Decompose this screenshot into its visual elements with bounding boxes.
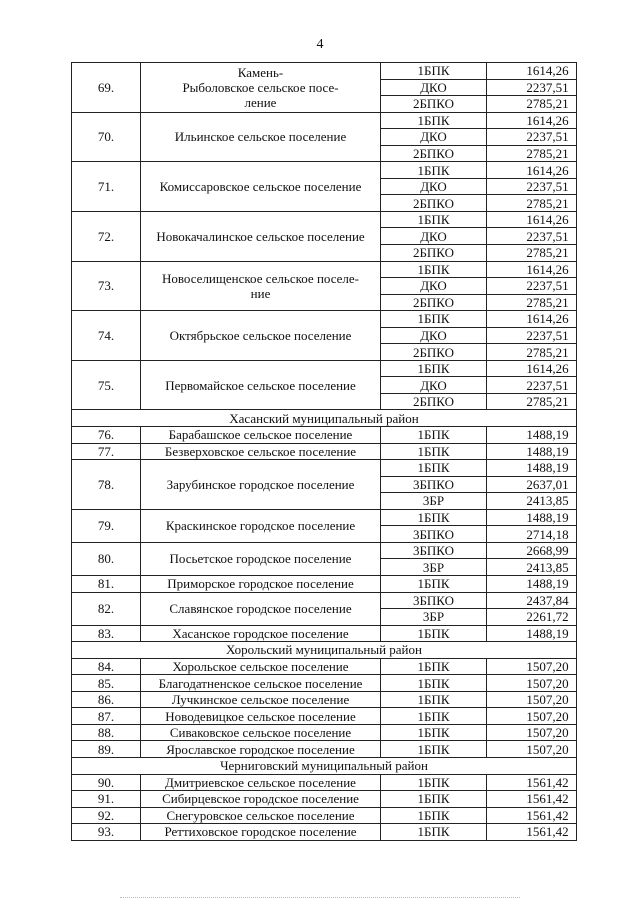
facility-code: 1БПК	[381, 427, 487, 444]
table-row	[72, 708, 577, 725]
table-row	[72, 625, 577, 642]
tariff-value: 1507,20	[487, 724, 577, 741]
row-number: 71.	[72, 162, 141, 212]
tariff-value: 2237,51	[487, 79, 577, 96]
facility-code: 2БПКО	[381, 344, 487, 361]
settlement-name: Октябрьское сельское поселение	[141, 311, 381, 361]
facility-code: 1БПК	[381, 261, 487, 278]
tariff-value: 1614,26	[487, 63, 577, 80]
settlement-name: Безверховское сельское поселение	[141, 443, 381, 460]
district-title: Черниговский муниципальный район	[72, 757, 577, 774]
facility-code: 1БПК	[381, 708, 487, 725]
row-number: 79.	[72, 509, 141, 542]
settlement-name: Хорольское сельское поселение	[141, 658, 381, 675]
facility-code: 2БПКО	[381, 393, 487, 410]
facility-code: 1БПК	[381, 575, 487, 592]
tariff-value: 2785,21	[487, 96, 577, 113]
facility-code: 1БПК	[381, 675, 487, 692]
tariff-value: 1614,26	[487, 162, 577, 179]
tariff-value: 1488,19	[487, 625, 577, 642]
table-row	[72, 542, 577, 559]
table-row	[72, 311, 577, 328]
tariff-value: 2261,72	[487, 609, 577, 626]
district-title: Хорольский муниципальный район	[72, 642, 577, 659]
facility-code: 1БПК	[381, 658, 487, 675]
tariff-value: 2785,21	[487, 195, 577, 212]
settlement-name: Реттиховское городское поселение	[141, 824, 381, 841]
settlement-name: Приморское городское поселение	[141, 575, 381, 592]
table-row	[72, 63, 577, 80]
settlement-name: Хасанское городское поселение	[141, 625, 381, 642]
settlement-name: Славянское городское поселение	[141, 592, 381, 625]
tariff-value: 2668,99	[487, 542, 577, 559]
tariff-value: 2237,51	[487, 228, 577, 245]
table-row	[72, 675, 577, 692]
row-number: 70.	[72, 112, 141, 162]
tariff-value: 2714,18	[487, 526, 577, 543]
facility-code: 3БПКО	[381, 592, 487, 609]
row-number: 72.	[72, 211, 141, 261]
table-row	[72, 162, 577, 179]
tariff-value: 1488,19	[487, 509, 577, 526]
tariff-value: 1561,42	[487, 774, 577, 791]
facility-code: ДКО	[381, 178, 487, 195]
settlement-name: Новоселищенское сельское поселе- ние	[141, 261, 381, 311]
row-number: 69.	[72, 63, 141, 113]
settlement-name: Камень- Рыболовское сельское посе- ление	[141, 63, 381, 113]
scan-artifact-line	[120, 897, 520, 899]
page-number: 4	[316, 37, 324, 52]
table-row	[72, 691, 577, 708]
table-row	[72, 460, 577, 477]
table-row	[72, 427, 577, 444]
row-number: 88.	[72, 724, 141, 741]
table-row	[72, 724, 577, 741]
tariff-table-body	[72, 63, 577, 841]
facility-code: 2БПКО	[381, 96, 487, 113]
settlement-name: Новодевицкое сельское поселение	[141, 708, 381, 725]
district-header-row	[72, 757, 577, 774]
facility-code: 1БПК	[381, 162, 487, 179]
facility-code: 1БПК	[381, 360, 487, 377]
facility-code: 3БР	[381, 493, 487, 510]
table-row	[72, 658, 577, 675]
settlement-name: Ярославское городское поселение	[141, 741, 381, 758]
settlement-name: Сибирцевское городское поселение	[141, 791, 381, 808]
facility-code: 3БПКО	[381, 542, 487, 559]
row-number: 73.	[72, 261, 141, 311]
facility-code: 1БПК	[381, 741, 487, 758]
row-number: 75.	[72, 360, 141, 410]
table-row	[72, 807, 577, 824]
row-number: 82.	[72, 592, 141, 625]
row-number: 84.	[72, 658, 141, 675]
row-number: 77.	[72, 443, 141, 460]
row-number: 81.	[72, 575, 141, 592]
facility-code: 1БПК	[381, 724, 487, 741]
tariff-value: 2785,21	[487, 245, 577, 262]
settlement-name: Благодатненское сельское поселение	[141, 675, 381, 692]
tariff-value: 1488,19	[487, 427, 577, 444]
tariff-value: 2237,51	[487, 377, 577, 394]
tariff-value: 2785,21	[487, 344, 577, 361]
facility-code: 2БПКО	[381, 145, 487, 162]
table-row	[72, 791, 577, 808]
facility-code: 1БПК	[381, 443, 487, 460]
facility-code: ДКО	[381, 278, 487, 295]
table-row	[72, 112, 577, 129]
tariff-value: 1614,26	[487, 360, 577, 377]
facility-code: 2БПКО	[381, 245, 487, 262]
table-row	[72, 824, 577, 841]
row-number: 80.	[72, 542, 141, 575]
facility-code: 1БПК	[381, 774, 487, 791]
tariff-value: 2785,21	[487, 145, 577, 162]
row-number: 90.	[72, 774, 141, 791]
row-number: 91.	[72, 791, 141, 808]
settlement-name: Ильинское сельское поселение	[141, 112, 381, 162]
row-number: 89.	[72, 741, 141, 758]
facility-code: 3БПКО	[381, 526, 487, 543]
tariff-value: 1561,42	[487, 807, 577, 824]
table-row	[72, 741, 577, 758]
facility-code: ДКО	[381, 129, 487, 146]
settlement-name: Лучкинское сельское поселение	[141, 691, 381, 708]
facility-code: ДКО	[381, 377, 487, 394]
facility-code: ДКО	[381, 327, 487, 344]
tariff-value: 2237,51	[487, 327, 577, 344]
facility-code: 1БПК	[381, 311, 487, 328]
facility-code: 1БПК	[381, 63, 487, 80]
tariff-value: 2437,84	[487, 592, 577, 609]
tariff-value: 1561,42	[487, 824, 577, 841]
facility-code: 2БПКО	[381, 294, 487, 311]
tariff-value: 2413,85	[487, 493, 577, 510]
tariff-value: 2237,51	[487, 278, 577, 295]
tariff-value: 1488,19	[487, 460, 577, 477]
tariff-value: 2785,21	[487, 294, 577, 311]
facility-code: 1БПК	[381, 824, 487, 841]
table-row	[72, 592, 577, 609]
settlement-name: Комиссаровское сельское поселение	[141, 162, 381, 212]
facility-code: 1БПК	[381, 791, 487, 808]
table-row	[72, 443, 577, 460]
settlement-name: Снегуровское сельское поселение	[141, 807, 381, 824]
tariff-value: 1488,19	[487, 575, 577, 592]
table-row	[72, 509, 577, 526]
tariff-value: 1507,20	[487, 708, 577, 725]
table-row	[72, 575, 577, 592]
facility-code: 3БПКО	[381, 476, 487, 493]
tariff-value: 1614,26	[487, 211, 577, 228]
row-number: 76.	[72, 427, 141, 444]
row-number: 87.	[72, 708, 141, 725]
row-number: 85.	[72, 675, 141, 692]
tariff-value: 2785,21	[487, 393, 577, 410]
facility-code: 1БПК	[381, 625, 487, 642]
settlement-name: Барабашское сельское поселение	[141, 427, 381, 444]
facility-code: 1БПК	[381, 211, 487, 228]
facility-code: ДКО	[381, 79, 487, 96]
settlement-name: Зарубинское городское поселение	[141, 460, 381, 510]
facility-code: 3БР	[381, 559, 487, 576]
table-row	[72, 211, 577, 228]
tariff-value: 1507,20	[487, 675, 577, 692]
table-row	[72, 774, 577, 791]
table-row	[72, 261, 577, 278]
tariff-value: 1507,20	[487, 691, 577, 708]
facility-code: ДКО	[381, 228, 487, 245]
row-number: 83.	[72, 625, 141, 642]
row-number: 92.	[72, 807, 141, 824]
row-number: 74.	[72, 311, 141, 361]
settlement-name: Сиваковское сельское поселение	[141, 724, 381, 741]
settlement-name: Первомайское сельское поселение	[141, 360, 381, 410]
tariff-value: 1507,20	[487, 658, 577, 675]
tariff-value: 1561,42	[487, 791, 577, 808]
tariff-value: 1507,20	[487, 741, 577, 758]
district-header-row	[72, 410, 577, 427]
settlement-name: Краскинское городское поселение	[141, 509, 381, 542]
row-number: 93.	[72, 824, 141, 841]
facility-code: 1БПК	[381, 807, 487, 824]
facility-code: 1БПК	[381, 509, 487, 526]
tariff-value: 2237,51	[487, 129, 577, 146]
tariff-table	[71, 62, 577, 841]
facility-code: 2БПКО	[381, 195, 487, 212]
facility-code: 1БПК	[381, 691, 487, 708]
tariff-value: 1614,26	[487, 311, 577, 328]
settlement-name: Посьетское городское поселение	[141, 542, 381, 575]
tariff-value: 1614,26	[487, 261, 577, 278]
district-title: Хасанский муниципальный район	[72, 410, 577, 427]
facility-code: 1БПК	[381, 460, 487, 477]
row-number: 78.	[72, 460, 141, 510]
facility-code: 1БПК	[381, 112, 487, 129]
tariff-value: 1488,19	[487, 443, 577, 460]
district-header-row	[72, 642, 577, 659]
settlement-name: Дмитриевское сельское поселение	[141, 774, 381, 791]
tariff-value: 1614,26	[487, 112, 577, 129]
facility-code: 3БР	[381, 609, 487, 626]
tariff-value: 2413,85	[487, 559, 577, 576]
table-row	[72, 360, 577, 377]
settlement-name: Новокачалинское сельское поселение	[141, 211, 381, 261]
row-number: 86.	[72, 691, 141, 708]
tariff-value: 2237,51	[487, 178, 577, 195]
tariff-value: 2637,01	[487, 476, 577, 493]
